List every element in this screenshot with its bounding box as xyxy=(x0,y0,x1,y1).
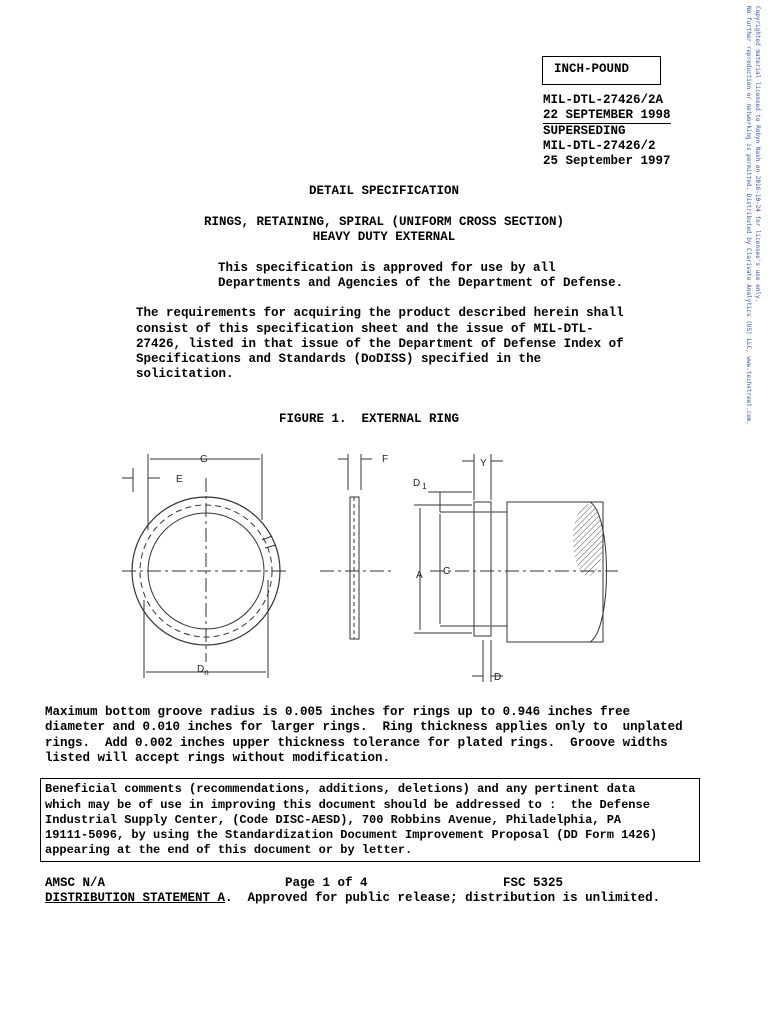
approval-line-2: Departments and Agencies of the Department of Defense. xyxy=(218,276,624,290)
requirements-line-4: Specifications and Standards (DoDISS) specified in the xyxy=(136,352,542,366)
spec-title-line-1: RINGS, RETAINING, SPIRAL (UNIFORM CROSS SECTION) xyxy=(203,215,565,229)
superseded-date: 25 September 1997 xyxy=(543,154,671,168)
label-c: C xyxy=(443,566,451,577)
note-line-4: listed will accept rings without modification. xyxy=(45,751,391,765)
requirements-line-1: The requirements for acquiring the product described herein shall xyxy=(136,306,624,320)
comment-line-1: Beneficial comments (recommendations, additions, deletions) and any pertinent data xyxy=(45,782,636,796)
distribution-label: DISTRIBUTION STATEMENT A xyxy=(45,891,226,905)
spec-title-line-2: HEAVY DUTY EXTERNAL xyxy=(312,230,456,244)
comment-line-2: which may be of use in improving this document should be addressed to : the Defense xyxy=(45,798,650,812)
superseded-id: MIL-DTL-27426/2 xyxy=(543,139,656,153)
comment-line-4: 19111-5096, by using the Standardization Document Improvement Proposal (DD Form 1426) xyxy=(45,828,658,842)
label-dn-letter: D xyxy=(197,664,205,675)
requirements-line-5: solicitation. xyxy=(136,367,234,381)
label-dn-sub: n xyxy=(204,668,209,677)
note-line-2: diameter and 0.010 inches for larger rings. Ring thickness applies only to unplated xyxy=(45,720,683,734)
distribution-text: . Approved for public release; distribution is unlimited. xyxy=(225,891,661,905)
label-d1-letter: D xyxy=(413,478,421,489)
figure-caption: FIGURE 1. EXTERNAL RING xyxy=(279,412,460,426)
label-a: A xyxy=(416,570,423,581)
inch-pound-label: INCH-POUND xyxy=(554,62,630,76)
fsc-label: FSC 5325 xyxy=(503,876,564,890)
requirements-line-2: consist of this specification sheet and the issue of MIL-DTL- xyxy=(136,322,594,336)
label-f: F xyxy=(382,454,389,465)
document-date: 22 SEPTEMBER 1998 xyxy=(543,108,671,122)
comments-box xyxy=(40,778,700,862)
label-d1 xyxy=(413,478,427,491)
ring-on-shaft xyxy=(474,502,491,636)
label-d: D xyxy=(494,672,502,683)
distribution-statement xyxy=(45,891,660,906)
spec-type-title: DETAIL SPECIFICATION xyxy=(308,184,460,198)
note-line-1: Maximum bottom groove radius is 0.005 inches for rings up to 0.946 inches free xyxy=(45,705,631,719)
requirements-line-3: 27426, listed in that issue of the Department of Defense Index of xyxy=(136,337,624,351)
page-number: Page 1 of 4 xyxy=(285,876,368,890)
label-d1-sub: 1 xyxy=(422,482,427,491)
note-line-3: rings. Add 0.002 inches upper thickness tolerance for plated rings. Groove widths xyxy=(45,736,668,750)
comment-line-5: appearing at the end of this document or by letter. xyxy=(45,843,413,857)
comment-line-3: Industrial Supply Center, (Code DISC-AESD), 700 Robbins Avenue, Philadelphia, PA xyxy=(45,813,622,827)
document-id: MIL-DTL-27426/2A xyxy=(543,93,664,107)
amsc-label: AMSC N/A xyxy=(45,876,106,890)
label-g: G xyxy=(200,454,208,465)
groove xyxy=(491,512,507,626)
label-dn xyxy=(197,664,209,677)
watermark-line-1: Copyrighted material licensed to Robyn Nash on 2016-10-24 for licensee's use only. xyxy=(754,6,761,303)
label-e: E xyxy=(176,474,183,485)
label-y: Y xyxy=(480,458,487,469)
approval-line-1: This specification is approved for use by all xyxy=(218,261,556,275)
superseding-label: SUPERSEDING xyxy=(543,124,626,138)
watermark-line-2: No further reproduction or networking is permitted. Distributed by Clarivate Analytics (US) LLC, www.techstreet.com. xyxy=(745,6,752,426)
